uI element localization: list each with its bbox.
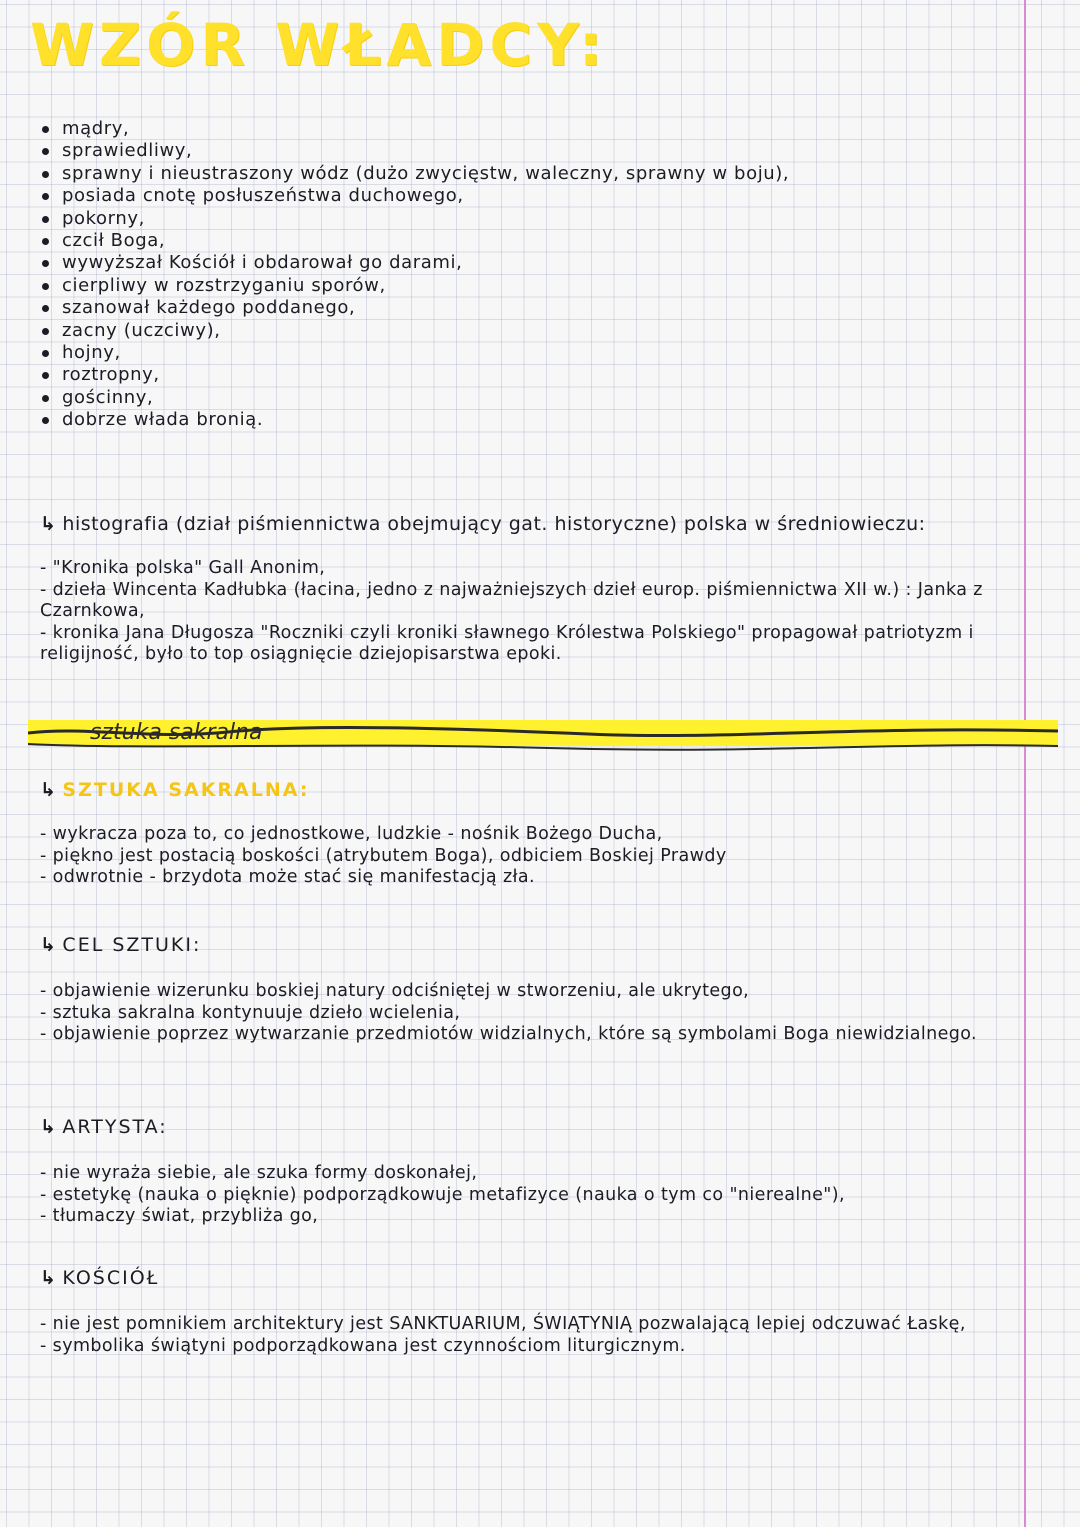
list-item: - "Kronika polska" Gall Anonim, <box>40 558 326 578</box>
list-item: roztropny, <box>40 364 1015 386</box>
list-item: - odwrotnie - brzydota może stać się manifestacją zła. <box>40 867 535 887</box>
list-item: - wykracza poza to, co jednostkowe, ludzkie - nośnik Bożego Ducha, <box>40 824 663 844</box>
list-item: hojny, <box>40 342 1015 364</box>
list-item: - nie jest pomnikiem architektury jest SANKTUARIUM, ŚWIĄTYNIĄ pozwalającą lepiej odczuwać Łaskę, <box>40 1314 966 1334</box>
historiography-heading: ↳ histografia (dział piśmiennictwa obejmujący gat. historyczne) polska w średniowieczu: <box>40 513 926 535</box>
list-item: sprawiedliwy, <box>40 140 1015 162</box>
list-item: - sztuka sakralna kontynuuje dzieło wcielenia, <box>40 1002 461 1023</box>
list-item: - dzieła Wincenta Kadłubka (łacina, jedno z najważniejszych dzieł europ. piśmiennictwa XII w.) : Janka z Czarnkowa, <box>40 579 983 621</box>
list-item: - tłumaczy świat, przybliża go, <box>40 1206 319 1226</box>
list-item: - objawienie wizerunku boskiej natury odciśniętej w stworzeniu, ale ukrytego, <box>40 981 750 1001</box>
ruler-traits-section <box>40 118 1015 431</box>
list-item: dobrze włada bronią. <box>40 409 1015 431</box>
sacred-art-heading: ↳ SZTUKA SAKRALNA: <box>40 779 310 801</box>
list-item: sprawny i nieustraszony wódz (dużo zwycięstw, waleczny, sprawny w boju), <box>40 163 1015 185</box>
list-item: - kronika Jana Długosza "Roczniki czyli kroniki sławnego Królestwa Polskiego" propagował patriotyzm i religijność, było to top osiągnięcie dziejopisarstwa epoki. <box>40 622 974 664</box>
list-item: czcił Boga, <box>40 230 1015 252</box>
arrow-icon: ↳ <box>40 1116 57 1138</box>
list-item: mądry, <box>40 118 1015 140</box>
list-item: zacny (uczciwy), <box>40 320 1015 342</box>
list-item: posiada cnotę posłuszeństwa duchowego, <box>40 185 1015 207</box>
list-item: - objawienie poprzez wytwarzanie przedmiotów widzialnych, które są symbolami Boga niewidzialnego. <box>40 1024 978 1044</box>
list-item: - symbolika świątyni podporządkowana jest czynnościom liturgicznym. <box>40 1335 686 1356</box>
artist-section <box>40 1115 1015 1228</box>
sacred-art-section <box>40 778 1015 889</box>
art-goal-heading: ↳ CEL SZTUKI: <box>40 934 202 956</box>
list-item: gościnny, <box>40 387 1015 409</box>
list-item: wywyższał Kościół i obdarował go darami, <box>40 252 1015 274</box>
church-heading: ↳ KOŚCIÓŁ <box>40 1267 160 1289</box>
church-section <box>40 1266 1015 1357</box>
artist-heading: ↳ ARTYSTA: <box>40 1116 168 1138</box>
arrow-icon: ↳ <box>40 779 57 801</box>
section-divider <box>28 720 1058 764</box>
arrow-icon: ↳ <box>40 513 57 535</box>
page-title: WZÓR WŁADCY: <box>30 11 608 79</box>
art-goal-section <box>40 933 1015 1046</box>
list-item: - estetykę (nauka o pięknie) podporządkowuje metafizyce (nauka o tym co "nierealne"), <box>40 1184 845 1205</box>
arrow-icon: ↳ <box>40 934 57 956</box>
historiography-section <box>40 512 1015 666</box>
divider-label: sztuka sakralna <box>90 720 263 745</box>
list-item: - nie wyraża siebie, ale szuka formy doskonałej, <box>40 1163 478 1183</box>
ruler-traits-list <box>40 118 1015 431</box>
list-item: szanował każdego poddanego, <box>40 297 1015 319</box>
list-item: - piękno jest postacią boskości (atrybutem Boga), odbiciem Boskiej Prawdy <box>40 845 727 866</box>
list-item: pokorny, <box>40 208 1015 230</box>
arrow-icon: ↳ <box>40 1267 57 1289</box>
list-item: cierpliwy w rozstrzyganiu sporów, <box>40 275 1015 297</box>
